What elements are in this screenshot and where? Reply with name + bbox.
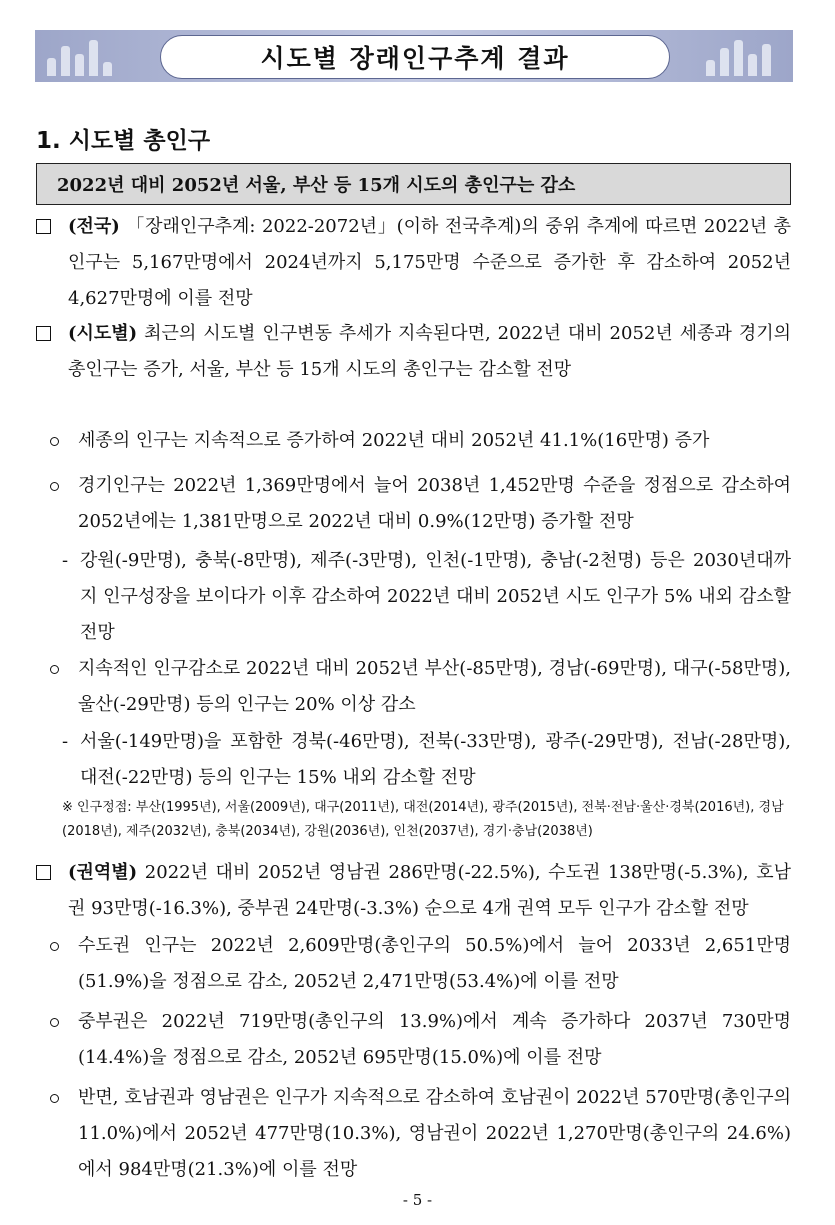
paragraph-regional (36, 316, 791, 388)
dash-text: 강원(-9만명), 충북(-8만명), 제주(-3만명), 인천(-1만명), 충남(-2천명) 등은 2030년대까지 인구성장을 보이다가 이후 감소하여 2022년 대비 2052년 시도 인구가 5% 내외 감소할 전망 (80, 550, 791, 643)
summary-box: 2022년 대비 2052년 서울, 부산 등 15개 시도의 총인구는 감소 (36, 163, 791, 205)
bullet-circle-icon (50, 437, 59, 446)
checkbox-square-icon (36, 865, 51, 880)
banner-decoration-left (47, 36, 142, 76)
page-number: - 5 - (402, 1191, 433, 1209)
bullet-text: 반면, 호남권과 영남권은 인구가 지속적으로 감소하여 호남권이 2022년 570만명(총인구의 11.0%)에서 2052년 477만명(10.3%), 영남권이 2022년 1,270만명(총인구의 24.6%)에서 984만명(21.3%)에 이를 전망 (78, 1087, 791, 1180)
bullet-honam-yeongnam (48, 1080, 791, 1188)
dash-marker: - (62, 550, 69, 571)
dash-marker: - (62, 731, 69, 752)
paragraph-bloc (36, 855, 791, 927)
bullet-circle-icon (50, 942, 59, 951)
section-heading: 1. 시도별 총인구 (36, 128, 211, 154)
bullet-major-decline (48, 651, 791, 723)
checkbox-square-icon (36, 326, 51, 341)
bullet-circle-icon (50, 1094, 59, 1103)
bullet-sejong (48, 423, 791, 459)
bullet-text: 지속적인 인구감소로 2022년 대비 2052년 부산(-85만명), 경남(-69만명), 대구(-58만명), 울산(-29만명) 등의 인구는 20% 이상 감소 (78, 658, 791, 715)
dash-text: 서울(-149만명)을 포함한 경북(-46만명), 전북(-33만명), 광주(-29만명), 전남(-28만명), 대전(-22만명) 등의 인구는 15% 내외 감소할 전망 (80, 731, 791, 788)
bullet-circle-icon (50, 482, 59, 491)
bullet-central-area (48, 1004, 791, 1076)
paragraph-text: 2022년 대비 2052년 영남권 286만명(-22.5%), 수도권 138만명(-5.3%), 호남권 93만명(-16.3%), 중부권 24만명(-3.3%) 순으로 4개 권역 모두 인구가 감소할 전망 (68, 862, 791, 919)
dash-item-minor-decline (62, 543, 791, 651)
paragraph-tag: (전국) (68, 216, 120, 237)
paragraph-tag: (시도별) (68, 323, 138, 344)
bullet-circle-icon (50, 665, 59, 674)
page-title: 시도별 장래인구추계 결과 (260, 44, 570, 73)
footnote-peak-years: ※ 인구정점: 부산(1995년), 서울(2009년), 대구(2011년), 대전(2014년), 광주(2015년), 전북·전남·울산·경북(2016년), 경남(2018년), 제주(2032년), 충북(2034년), 강원(2036년), 인천(2037년), 경기·충남(2038년) (62, 800, 784, 839)
bullet-circle-icon (50, 1018, 59, 1027)
bullet-gyeonggi (48, 468, 791, 540)
bullet-text: 경기인구는 2022년 1,369만명에서 늘어 2038년 1,452만명 수준을 정점으로 감소하여 2052년에는 1,381만명으로 2022년 대비 0.9%(12만명) 증가할 전망 (78, 475, 791, 532)
bullet-text: 세종의 인구는 지속적으로 증가하여 2022년 대비 2052년 41.1%(16만명) 증가 (78, 430, 710, 451)
bullet-text: 중부권은 2022년 719만명(총인구의 13.9%)에서 계속 증가하다 2037년 730만명(14.4%)을 정점으로 감소, 2052년 695만명(15.0%)에 이를 전망 (78, 1011, 791, 1068)
dash-item-seoul (62, 724, 791, 796)
checkbox-square-icon (36, 219, 51, 234)
bullet-text: 수도권 인구는 2022년 2,609만명(총인구의 50.5%)에서 늘어 2033년 2,651만명(51.9%)을 정점으로 감소, 2052년 2,471만명(53.4%)에 이를 전망 (78, 935, 791, 992)
banner-title-pill (160, 35, 670, 79)
paragraph-text: 최근의 시도별 인구변동 추세가 지속된다면, 2022년 대비 2052년 세종과 경기의 총인구는 증가, 서울, 부산 등 15개 시도의 총인구는 감소할 전망 (68, 323, 791, 380)
paragraph-text: 「장래인구추계: 2022-2072년」(이하 전국추계)의 중위 추계에 따르면 2022년 총인구는 5,167만명에서 2024년까지 5,175만명 수준으로 증가한 후 감소하여 2052년 4,627만명에 이를 전망 (68, 216, 791, 309)
paragraph-tag: (권역별) (68, 862, 138, 883)
bullet-capital-area (48, 928, 791, 1000)
banner-decoration-right (686, 36, 781, 76)
paragraph-national (36, 209, 791, 317)
title-banner (35, 30, 793, 82)
